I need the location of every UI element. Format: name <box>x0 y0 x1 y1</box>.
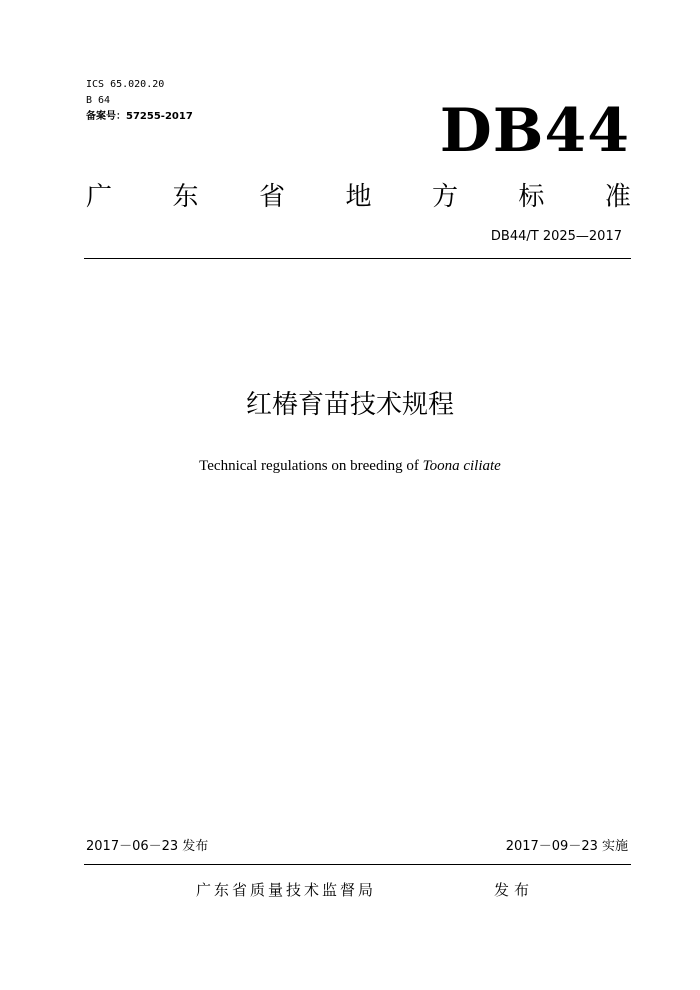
title-chinese: 红椿育苗技术规程 <box>245 390 454 420</box>
standard-type-char: 标 <box>518 182 545 212</box>
issue-date: 2017－06－23 发布 <box>86 839 209 854</box>
title-english-species: Toona ciliate <box>422 458 501 474</box>
publish-label: 发布 <box>494 881 535 899</box>
standard-type <box>86 180 631 214</box>
ccs-code: B 64 <box>86 95 111 106</box>
standard-number: DB44/T 2025—2017 <box>490 229 622 244</box>
standard-type-char: 方 <box>431 182 458 212</box>
standard-type-char: 准 <box>604 182 631 212</box>
implementation-date: 2017－09－23 实施 <box>505 839 628 854</box>
issuing-authority: 广东省质量技术监督局 <box>196 881 377 899</box>
top-divider <box>84 258 631 259</box>
bottom-divider <box>84 864 631 865</box>
record-number: 备案号：57255-2017 <box>86 111 193 122</box>
classification-codes <box>86 77 193 125</box>
standard-type-char: 东 <box>172 182 199 212</box>
standard-type-char: 广 <box>86 182 113 212</box>
db-logo: DB44 <box>439 96 630 166</box>
standard-type-char: 地 <box>345 182 372 212</box>
title-english-prefix: Technical regulations on breeding of <box>199 458 423 474</box>
title-english <box>0 456 700 476</box>
standard-type-char: 省 <box>258 182 285 212</box>
ics-code: ICS 65.020.20 <box>86 79 165 90</box>
